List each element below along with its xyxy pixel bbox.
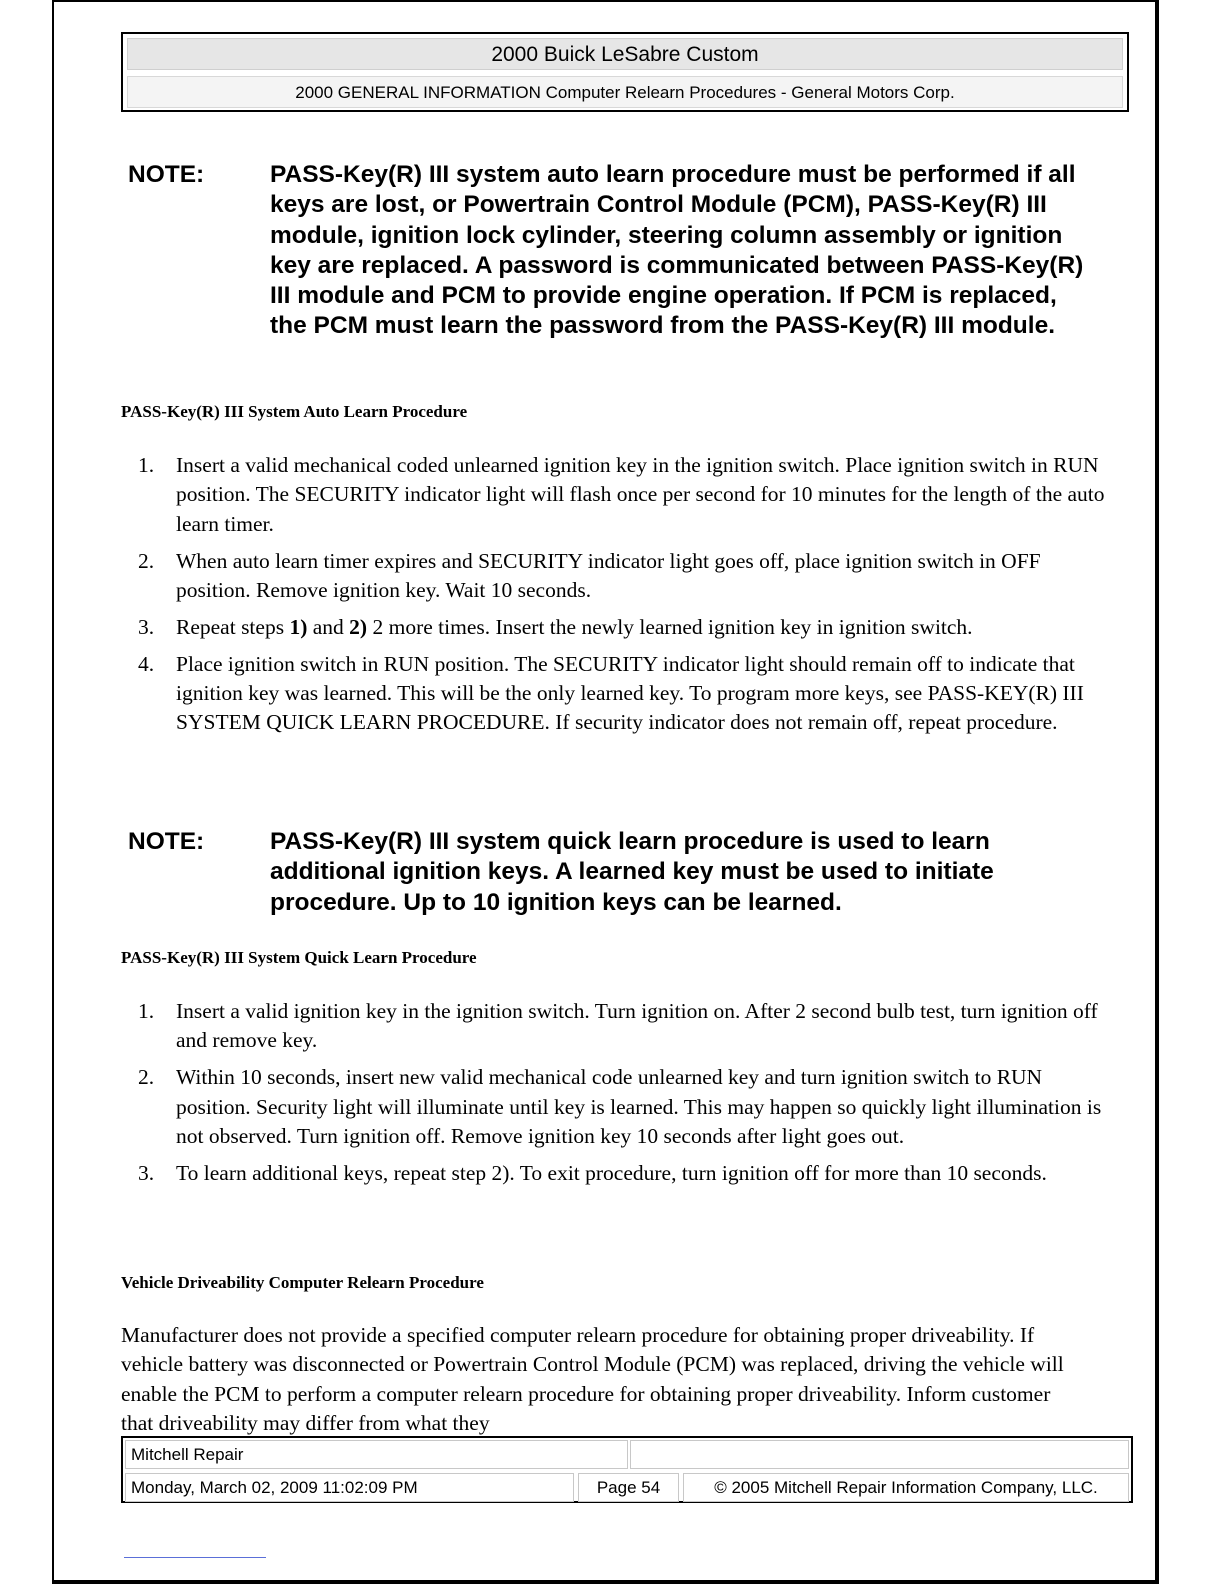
document-header (121, 32, 1129, 112)
footer-empty-cell (630, 1440, 1129, 1469)
document-subtitle: 2000 GENERAL INFORMATION Computer Relearn Procedures - General Motors Corp. (127, 76, 1123, 108)
document-footer (121, 1436, 1133, 1503)
step-text: Insert a valid ignition key in the ignition switch. Turn ignition on. After 2 second bulb test, turn ignition off and remove key. (176, 999, 1098, 1053)
list-item (138, 1063, 1108, 1151)
driveability-paragraph: Manufacturer does not provide a specified computer relearn procedure for obtaining proper driveability. If vehicle battery was disconnected or Powertrain Control Module (PCM) was replaced, driving the vehicle will enable the PCM to perform a computer relearn procedure for obtaining proper driveability. Inform customer that driveability may differ from what they (121, 1323, 1064, 1436)
footer-copyright: © 2005 Mitchell Repair Information Company, LLC. (683, 1473, 1129, 1502)
page-border-top (52, 0, 1158, 2)
step-text-mid: and (307, 614, 350, 639)
step-number: 4. (138, 651, 155, 676)
step-text: Place ignition switch in RUN position. The SECURITY indicator light should remain off to indicate that ignition key was learned. This will be the only learned key. To program more keys, see PASS-KEY(R) III SYSTEM QUICK LEARN PROCEDURE. If security indicator does not remain off, repeat procedure. (176, 651, 1084, 735)
footer-company: Mitchell Repair (125, 1440, 628, 1469)
note-text: PASS-Key(R) III system quick learn procedure is used to learn additional ignition keys. A learned key must be used to initiate procedure. Up to 10 ignition keys can be learned. (270, 828, 994, 916)
quick-learn-heading: PASS-Key(R) III System Quick Learn Procedure (121, 948, 477, 967)
list-item (138, 451, 1108, 539)
note-auto-learn (128, 160, 1098, 375)
step-number: 3. (138, 614, 155, 639)
note-text: PASS-Key(R) III system auto learn procedure must be performed if all keys are lost, or Powertrain Control Module (PCM), PASS-Key(R) III module, ignition lock cylinder, steering column assembly or ignition key are replaced. A password is communicated between PASS-Key(R) III module and PCM to provide engine operation. If PCM is replaced, the PCM must learn the password from the PASS-Key(R) III module. (270, 161, 1084, 340)
note-label: NOTE: (128, 828, 205, 855)
footer-datetime: Monday, March 02, 2009 11:02:09 PM (125, 1473, 574, 1502)
page-border-left (52, 0, 54, 1584)
list-item (138, 650, 1108, 738)
step-number: 3. (138, 1160, 155, 1185)
list-item (138, 613, 1108, 642)
step-text: When auto learn timer expires and SECURITY indicator light goes off, place ignition switch in OFF position. Remove ignition key. Wait 10 seconds. (176, 548, 1041, 603)
step-text-pre: Repeat steps (176, 614, 290, 639)
quick-learn-steps (138, 997, 1108, 1196)
step-reference: 1) (289, 614, 308, 639)
step-number: 1. (138, 999, 155, 1023)
footer-page-number: Page 54 (578, 1473, 679, 1502)
step-text: Within 10 seconds, insert new valid mechanical code unlearned key and turn ignition switch to RUN position. Security light will illuminate until key is learned. This may happen so quickly light illumination is not observed. Turn ignition off. Remove ignition key 10 seconds after light goes out. (176, 1065, 1102, 1149)
auto-learn-steps (138, 451, 1108, 745)
vehicle-title: 2000 Buick LeSabre Custom (127, 38, 1123, 70)
step-text: To learn additional keys, repeat step 2). To exit procedure, turn ignition off for more than 10 seconds. (176, 1160, 1047, 1185)
step-number: 2. (138, 548, 155, 573)
footnote-separator (124, 1557, 266, 1558)
list-item (138, 1159, 1108, 1188)
step-number: 1. (138, 453, 155, 477)
step-reference: 2) (349, 614, 368, 639)
step-number: 2. (138, 1065, 155, 1090)
driveability-heading: Vehicle Driveability Computer Relearn Procedure (121, 1273, 484, 1292)
page-border-bottom (52, 1580, 1159, 1584)
page-border-right (1155, 0, 1159, 1584)
step-text-post: 2 more times. Insert the newly learned ignition key in ignition switch. (367, 614, 973, 639)
list-item (138, 997, 1108, 1056)
step-text: Insert a valid mechanical coded unlearned ignition key in the ignition switch. Place ignition switch in RUN position. The SECURITY indicator light will flash once per second for 10 minutes for the length of the auto learn timer. (176, 453, 1105, 536)
auto-learn-heading: PASS-Key(R) III System Auto Learn Procedure (121, 402, 468, 421)
list-item (138, 547, 1108, 606)
note-quick-learn (128, 827, 1098, 922)
note-label: NOTE: (128, 161, 205, 188)
